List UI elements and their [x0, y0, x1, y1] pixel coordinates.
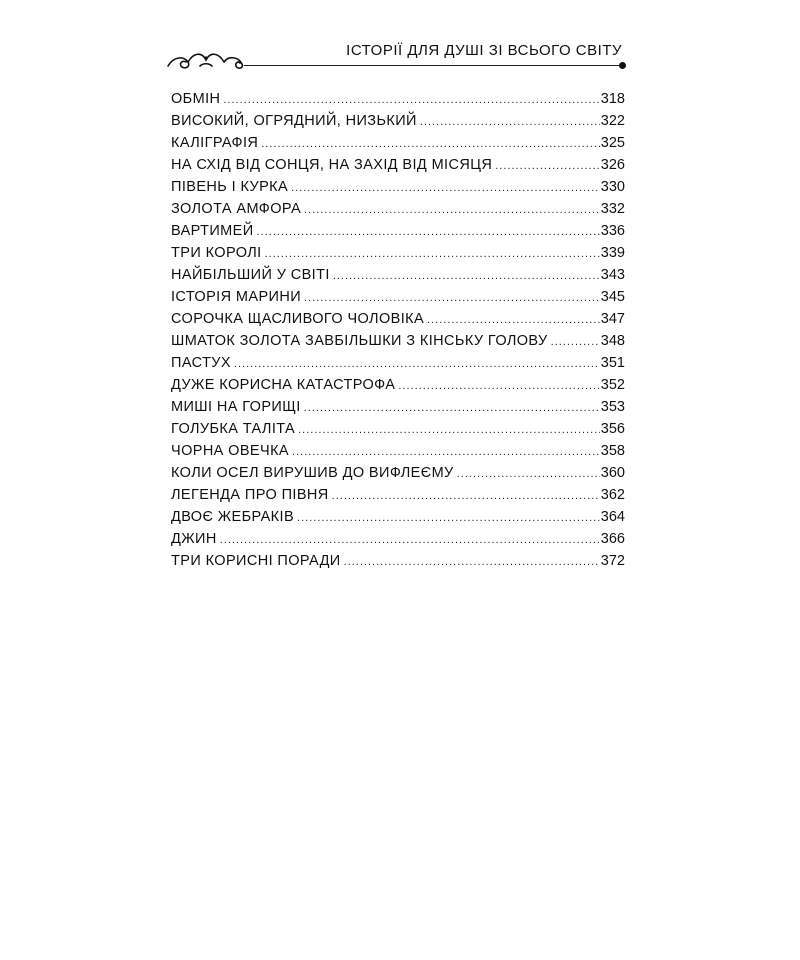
toc-entry-title: ТРИ КОРИСНІ ПОРАДИ [171, 553, 341, 569]
toc-page-number: 358 [600, 443, 625, 459]
toc-entry-title: ЧОРНА ОВЕЧКА [171, 443, 289, 459]
toc-entry [171, 110, 625, 132]
toc-page-number: 339 [600, 245, 625, 261]
toc-entry-title: ОБМІН [171, 91, 221, 107]
toc-page-number: 318 [600, 91, 625, 107]
toc-dot-leader [257, 221, 600, 243]
toc-entry-title: ДВОЄ ЖЕБРАКІВ [171, 509, 295, 525]
toc-dot-leader [332, 485, 600, 507]
toc-entry [171, 308, 625, 330]
toc-dot-leader [298, 419, 600, 441]
toc-dot-leader [495, 155, 600, 177]
toc-entry [171, 88, 625, 110]
toc-entry-title: ЛЕГЕНДА ПРО ПІВНЯ [171, 487, 329, 503]
toc-entry-title: ЗОЛОТА АМФОРА [171, 201, 302, 217]
toc-dot-leader [304, 397, 600, 419]
toc-page-number: 352 [600, 377, 625, 393]
toc-entry [171, 550, 625, 572]
toc-entry [171, 506, 625, 528]
toc-dot-leader [304, 287, 600, 309]
toc-dot-leader [292, 441, 600, 463]
toc-entry [171, 440, 625, 462]
toc-dot-leader [234, 353, 600, 375]
toc-entry-title: ДЖИН [171, 531, 217, 547]
toc-entry-title: ГОЛУБКА ТАЛІТА [171, 421, 296, 437]
toc-entry-title: ПАСТУХ [171, 355, 231, 371]
toc-page-number: 326 [600, 157, 625, 173]
toc-entry-title: ВИСОКИЙ, ОГРЯДНИЙ, НИЗЬКИЙ [171, 113, 417, 129]
toc-entry-title: СОРОЧКА ЩАСЛИВОГО ЧОЛОВІКА [171, 311, 425, 327]
flourish-ornament-icon [166, 48, 246, 72]
toc-page-number: 348 [600, 333, 625, 349]
toc-entry-title: НА СХІД ВІД СОНЦЯ, НА ЗАХІД ВІД МІСЯЦЯ [171, 157, 493, 173]
toc-dot-leader [420, 111, 600, 133]
toc-dot-leader [265, 243, 600, 265]
toc-entry [171, 374, 625, 396]
running-header [166, 38, 628, 72]
toc-entry-title: МИШІ НА ГОРИЩІ [171, 399, 301, 415]
toc-entry-title: КОЛИ ОСЕЛ ВИРУШИВ ДО ВИФЛЕЄМУ [171, 465, 454, 481]
toc-entry-title: ВАРТИМЕЙ [171, 223, 254, 239]
toc-dot-leader [333, 265, 600, 287]
toc-dot-leader [297, 507, 600, 529]
toc-entry [171, 352, 625, 374]
toc-dot-leader [427, 309, 600, 331]
toc-dot-leader [398, 375, 599, 397]
toc-page-number: 360 [600, 465, 625, 481]
toc-dot-leader [344, 551, 600, 573]
toc-dot-leader [291, 177, 600, 199]
toc-page-number: 362 [600, 487, 625, 503]
toc-entry-title: ТРИ КОРОЛІ [171, 245, 262, 261]
toc-entry-title: КАЛІГРАФІЯ [171, 135, 259, 151]
toc-page-number: 364 [600, 509, 625, 525]
toc-page-number: 343 [600, 267, 625, 283]
toc-page-number: 332 [600, 201, 625, 217]
toc-page-number: 345 [600, 289, 625, 305]
toc-entry-title: ДУЖЕ КОРИСНА КАТАСТРОФА [171, 377, 396, 393]
toc-page-number: 336 [600, 223, 625, 239]
toc-entry [171, 176, 625, 198]
toc-page-number: 351 [600, 355, 625, 371]
toc-page-number: 356 [600, 421, 625, 437]
toc-dot-leader [551, 331, 600, 353]
toc-page-number: 325 [600, 135, 625, 151]
toc-page-number: 330 [600, 179, 625, 195]
table-of-contents [171, 88, 625, 572]
toc-page-number: 322 [600, 113, 625, 129]
toc-entry-title: ІСТОРІЯ МАРИНИ [171, 289, 302, 305]
running-header-title: ІСТОРІЇ ДЛЯ ДУШІ ЗІ ВСЬОГО СВІТУ [346, 42, 622, 59]
header-rule-dot [619, 62, 626, 69]
toc-page-number: 366 [600, 531, 625, 547]
toc-page-number: 372 [600, 553, 625, 569]
toc-entry [171, 528, 625, 550]
toc-entry [171, 418, 625, 440]
toc-page-number: 347 [600, 311, 625, 327]
toc-entry-title: ПІВЕНЬ І КУРКА [171, 179, 289, 195]
toc-entry-title: НАЙБІЛЬШИЙ У СВІТІ [171, 267, 330, 283]
toc-entry [171, 154, 625, 176]
toc-dot-leader [220, 529, 600, 551]
toc-entry [171, 198, 625, 220]
toc-dot-leader [261, 133, 600, 155]
toc-entry [171, 242, 625, 264]
toc-entry [171, 132, 625, 154]
toc-entry [171, 286, 625, 308]
toc-entry [171, 462, 625, 484]
toc-dot-leader [457, 463, 600, 485]
toc-page-number: 353 [600, 399, 625, 415]
toc-entry [171, 264, 625, 286]
toc-entry [171, 330, 625, 352]
toc-dot-leader [223, 89, 599, 111]
header-rule [244, 65, 622, 66]
toc-dot-leader [304, 199, 600, 221]
toc-entry [171, 484, 625, 506]
toc-entry [171, 396, 625, 418]
toc-entry-title: ШМАТОК ЗОЛОТА ЗАВБІЛЬШКИ З КІНСЬКУ ГОЛОВУ [171, 333, 548, 349]
toc-entry [171, 220, 625, 242]
